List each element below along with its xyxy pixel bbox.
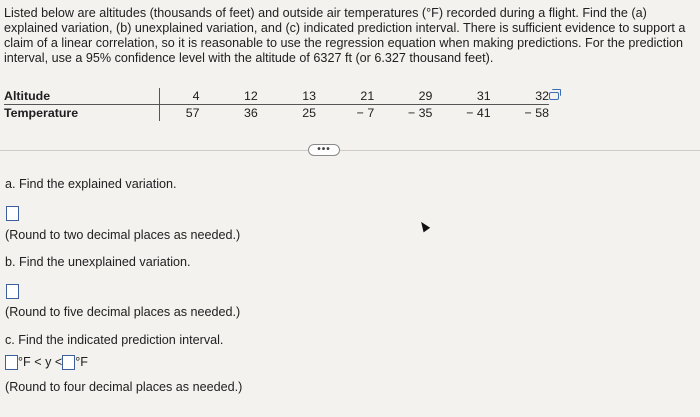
question-b-note: (Round to five decimal places as needed.) xyxy=(5,305,241,319)
question-a-note: (Round to two decimal places as needed.) xyxy=(5,228,241,242)
table-cell: 36 xyxy=(243,106,258,120)
interval-lower-input[interactable] xyxy=(5,355,18,370)
question-c-prompt: c. Find the indicated prediction interval. xyxy=(5,333,224,347)
table-cell: 21 xyxy=(316,88,374,105)
table-cell: 32 xyxy=(491,88,549,105)
data-table xyxy=(4,88,549,121)
question-c-note: (Round to four decimal places as needed.) xyxy=(5,380,243,394)
table-cell: − 7 xyxy=(356,106,375,120)
table-cell: 13 xyxy=(258,88,316,105)
prediction-interval xyxy=(5,355,88,370)
table-cell: 25 xyxy=(302,106,316,120)
table-cell: − 35 xyxy=(407,106,433,120)
answer-a-input[interactable] xyxy=(6,206,19,221)
copy-data-icon[interactable] xyxy=(549,92,559,100)
row-label-altitude: Altitude xyxy=(4,88,159,105)
table-cell: 4 xyxy=(159,88,199,105)
question-b-prompt: b. Find the unexplained variation. xyxy=(5,255,191,269)
mouse-cursor-icon xyxy=(418,220,430,233)
answer-b-input[interactable] xyxy=(6,284,19,299)
question-a-prompt: a. Find the explained variation. xyxy=(5,177,177,191)
table-cell: 12 xyxy=(200,88,258,105)
table-cell: − 41 xyxy=(466,106,491,120)
section-divider xyxy=(0,150,700,151)
row-label-temperature: Temperature xyxy=(4,105,159,122)
table-cell: 31 xyxy=(432,88,490,105)
table-row-temperature xyxy=(4,105,549,122)
interval-unit-text: °F xyxy=(75,355,88,369)
more-button[interactable]: ••• xyxy=(308,144,340,156)
table-cell: − 58 xyxy=(524,106,549,120)
problem-statement: Listed below are altitudes (thousands of feet) and outside air temperatures (°F) recorded during a flight. Find the (a) explained variation, (b) unexplained variation, and (c) indicated prediction interval. There is sufficient evidence to support a claim of a linear correlation, so it is reasonable to use the regression equation when making predictions. For the prediction interval, use a 95% confidence level with the altitude of 6327 ft (or 6.327 thousand feet). xyxy=(4,6,686,65)
table-cell: 57 xyxy=(185,106,200,120)
table-row-altitude xyxy=(4,88,549,105)
table-cell: 29 xyxy=(374,88,432,105)
interval-middle-text: °F < y < xyxy=(18,355,63,369)
interval-upper-input[interactable] xyxy=(62,355,75,370)
